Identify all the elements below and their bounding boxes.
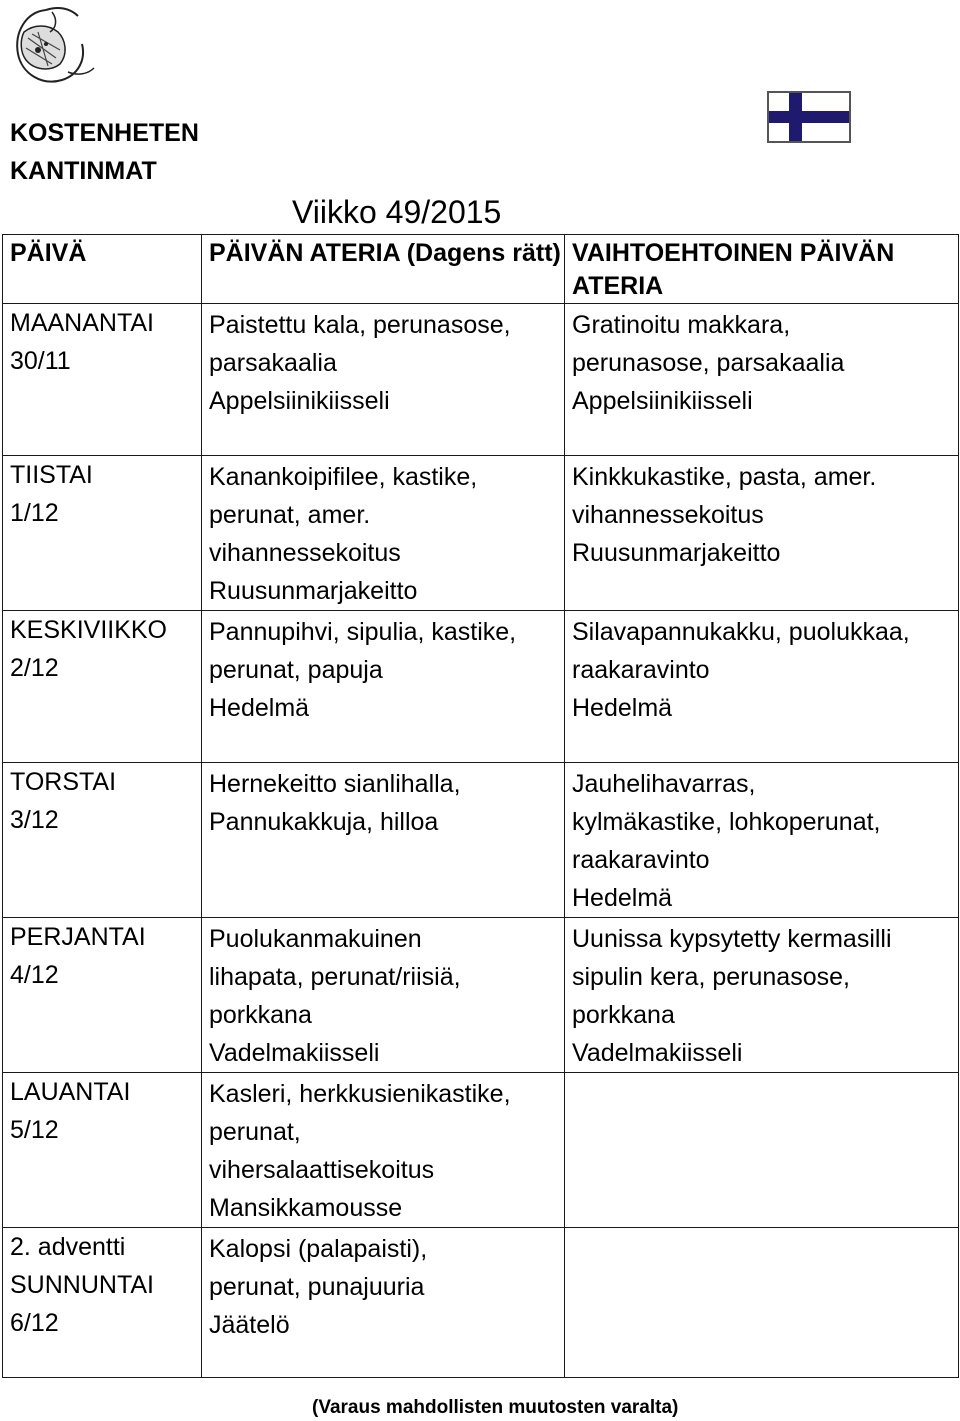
meal-cell-line: Mansikkamousse — [209, 1194, 403, 1222]
alt-meal-cell-line: kylmäkastike, lohkoperunat, — [572, 808, 881, 836]
meal-cell-line: perunat, amer. — [209, 501, 371, 529]
column-header-meal: PÄIVÄN ATERIA (Dagens rätt) — [202, 235, 565, 304]
meal-cell-line: Pannupihvi, sipulia, kastike, — [209, 618, 517, 646]
meal-cell-line: Hedelmä — [209, 694, 310, 722]
table-header-row — [3, 235, 959, 304]
table-row — [3, 611, 959, 763]
day-cell-line: 3/12 — [10, 806, 59, 834]
table-row — [3, 763, 959, 918]
meal-cell-line: porkkana — [209, 1001, 312, 1029]
alt-meal-cell — [565, 1073, 959, 1228]
alt-meal-cell-line: Vadelmakiisseli — [572, 1039, 743, 1067]
day-cell-line: KESKIVIIKKO — [10, 616, 168, 644]
alt-meal-cell-line: porkkana — [572, 1001, 675, 1029]
alt-meal-cell-line: Uunissa kypsytetty kermasilli — [572, 925, 892, 953]
alt-meal-cell-line: Appelsiinikiisseli — [572, 387, 753, 415]
meal-cell-line: Ruusunmarjakeitto — [209, 577, 418, 605]
meal-cell-line: Paistettu kala, perunasose, — [209, 311, 511, 339]
meal-cell-line: Hernekeitto sianlihalla, — [209, 770, 461, 798]
meal-cell — [202, 304, 565, 456]
alt-meal-cell — [565, 1228, 959, 1378]
alt-meal-cell-line: Hedelmä — [572, 884, 673, 912]
alt-meal-cell-line: Ruusunmarjakeitto — [572, 539, 781, 567]
day-cell-line: PERJANTAI — [10, 923, 146, 951]
day-cell-line: 4/12 — [10, 961, 59, 989]
table-row — [3, 1073, 959, 1228]
day-cell-line: 2. adventti — [10, 1233, 126, 1261]
day-cell-line: 30/11 — [10, 347, 71, 375]
meal-cell-line: parsakaalia — [209, 349, 337, 377]
meal-cell — [202, 918, 565, 1073]
alt-meal-cell — [565, 456, 959, 611]
org-line-2: KANTINMAT — [10, 157, 157, 185]
organization-title — [10, 114, 310, 190]
meal-cell — [202, 763, 565, 918]
meal-cell-line: vihersalaattisekoitus — [209, 1156, 435, 1184]
day-cell-line: 5/12 — [10, 1116, 59, 1144]
meal-cell-line: Kasleri, herkkusienikastike, — [209, 1080, 511, 1108]
menu-table — [2, 234, 959, 1378]
meal-cell-line: Vadelmakiisseli — [209, 1039, 380, 1067]
alt-meal-cell-line: sipulin kera, perunasose, — [572, 963, 850, 991]
day-cell — [3, 918, 202, 1073]
column-header-alt: VAIHTOEHTOINEN PÄIVÄN ATERIA — [565, 235, 959, 304]
alt-meal-cell-line: Silavapannukakku, puolukkaa, — [572, 618, 910, 646]
day-cell-line: LAUANTAI — [10, 1078, 131, 1106]
meal-cell-line: vihannessekoitus — [209, 539, 401, 567]
finland-flag-icon — [767, 91, 851, 143]
alt-meal-cell-line: Kinkkukastike, pasta, amer. — [572, 463, 877, 491]
column-header-day: PÄIVÄ — [3, 235, 202, 304]
meal-cell — [202, 456, 565, 611]
table-row — [3, 456, 959, 611]
meal-cell — [202, 1228, 565, 1378]
day-cell — [3, 1073, 202, 1228]
day-cell — [3, 763, 202, 918]
table-row — [3, 918, 959, 1073]
alt-meal-cell-line: Jauhelihavarras, — [572, 770, 756, 798]
alt-meal-cell-line: vihannessekoitus — [572, 501, 764, 529]
meal-cell-line: Kalopsi (palapaisti), — [209, 1235, 428, 1263]
week-title: Viikko 49/2015 — [292, 194, 502, 230]
alt-meal-cell-line: perunasose, parsakaalia — [572, 349, 845, 377]
day-cell-line: SUNNUNTAI — [10, 1271, 154, 1299]
day-cell-line: 6/12 — [10, 1309, 59, 1337]
meal-cell-line: Pannukakkuja, hilloa — [209, 808, 439, 836]
footer-note: (Varaus mahdollisten muutosten varalta) — [312, 1397, 679, 1418]
meal-cell-line: Jäätelö — [209, 1311, 290, 1339]
meal-cell — [202, 1073, 565, 1228]
alt-meal-cell-line: Hedelmä — [572, 694, 673, 722]
day-cell-line: TORSTAI — [10, 768, 117, 796]
day-cell-line: TIISTAI — [10, 461, 93, 489]
day-cell — [3, 456, 202, 611]
day-cell-line: 2/12 — [10, 654, 59, 682]
alt-meal-cell — [565, 918, 959, 1073]
meal-cell-line: perunat, punajuuria — [209, 1273, 425, 1301]
meal-cell-line: perunat, — [209, 1118, 301, 1146]
alt-meal-cell-line: Gratinoitu makkara, — [572, 311, 791, 339]
day-cell — [3, 1228, 202, 1378]
day-cell — [3, 304, 202, 456]
table-row — [3, 304, 959, 456]
day-cell-line: 1/12 — [10, 499, 59, 527]
alt-meal-cell — [565, 304, 959, 456]
alt-meal-cell — [565, 611, 959, 763]
day-cell-line: MAANANTAI — [10, 309, 154, 337]
meal-cell-line: Kanankoipifilee, kastike, — [209, 463, 478, 491]
table-row — [3, 1228, 959, 1378]
meal-cell-line: Puolukanmakuinen — [209, 925, 422, 953]
alt-meal-cell-line: raakaravinto — [572, 846, 710, 874]
alt-meal-cell — [565, 763, 959, 918]
meal-cell — [202, 611, 565, 763]
meal-cell-line: lihapata, perunat/riisiä, — [209, 963, 461, 991]
alt-meal-cell-line: raakaravinto — [572, 656, 710, 684]
org-line-1: KOSTENHETEN — [10, 119, 199, 147]
meal-cell-line: perunat, papuja — [209, 656, 383, 684]
fruit-logo-icon — [8, 2, 96, 88]
day-cell — [3, 611, 202, 763]
meal-cell-line: Appelsiinikiisseli — [209, 387, 390, 415]
